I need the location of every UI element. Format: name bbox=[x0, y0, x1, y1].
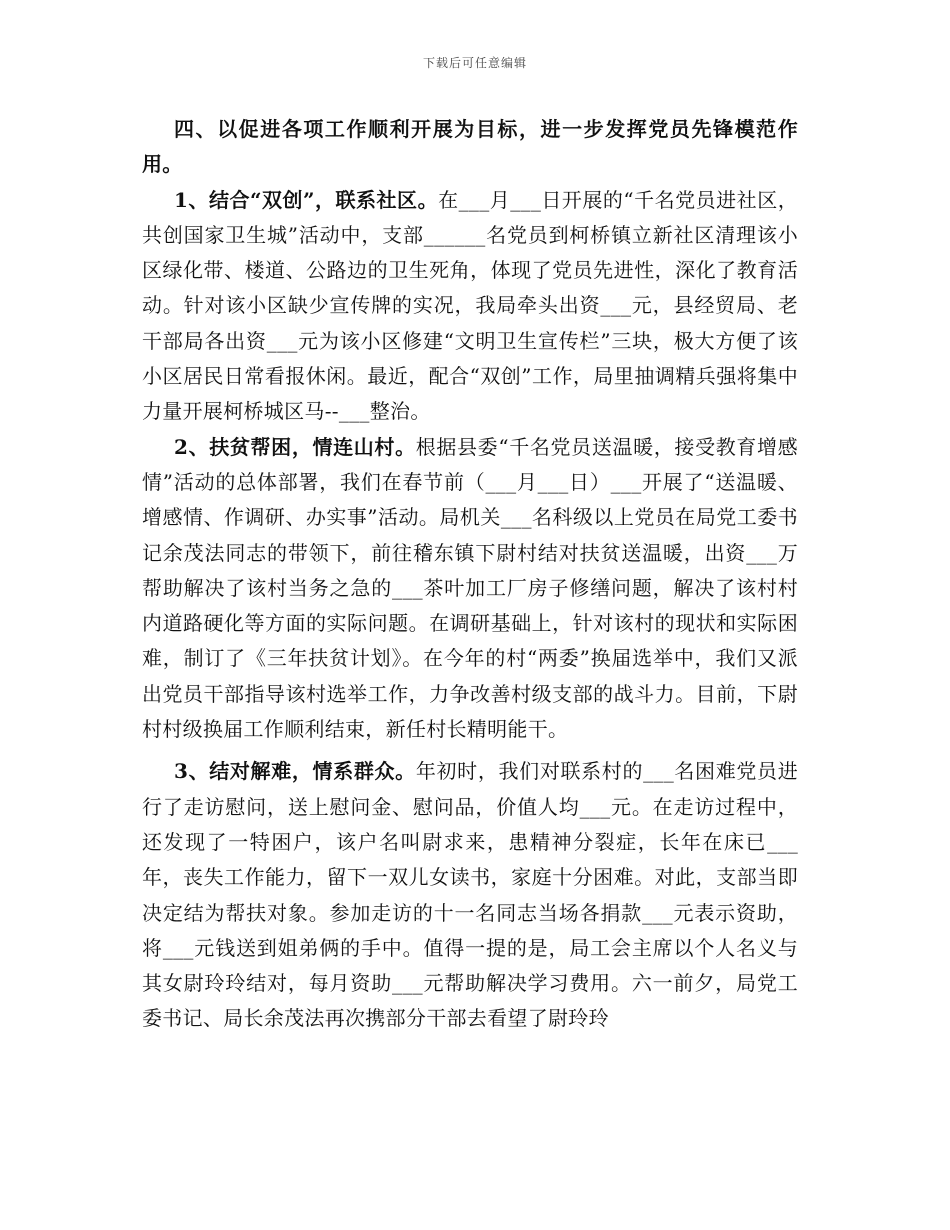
paragraph-1 bbox=[142, 183, 798, 430]
document-body bbox=[142, 112, 798, 1037]
page-header-note: 下载后可任意编辑 bbox=[422, 56, 527, 70]
paragraph-3-body: 年初时，我们对联系村的___名困难党员进行了走访慰问，送上慰问金、慰问品，价值人均___元。在走访过程中，还发现了一特困户，该户名叫尉求来，患精神分裂症，长年在床已___年，丧失工作能力，留下一双儿女读书，家庭十分困难。对此，支部当即决定结为帮扶对象。参加走访的十一名同志当场各捐款___元表示资助，将___元钱送到姐弟俩的手中。值得一提的是，局工会主席以个人名义与其女尉玲玲结对，每月资助___元帮助解决学习费用。六一前夕，局党工委书记、局长余茂法再次携部分干部去看望了尉玲玲 bbox=[142, 759, 798, 1031]
paragraph-2 bbox=[142, 430, 798, 748]
paragraph-3-lead: 3、结对解难，情系群众。 bbox=[174, 759, 416, 784]
paragraph-1-body: 在___月___日开展的“千名党员进社区，共创国家卫生城”活动中，支部______名党员到柯桥镇立新社区清理该小区绿化带、楼道、公路边的卫生死角，体现了党员先进性，深化了教育活动。针对该小区缺少宣传牌的实况，我局牵头出资___元，县经贸局、老干部局各出资___元为该小区修建“文明卫生宣传栏”三块，极大方便了该小区居民日常看报休闲。最近，配合“双创”工作，局里抽调精兵强将集中力量开展柯桥城区马--___整治。 bbox=[142, 187, 799, 424]
paragraph-2-lead: 2、扶贫帮困，情连山村。 bbox=[174, 434, 416, 459]
section-heading: 四、以促进各项工作顺利开展为目标，进一步发挥党员先锋模范作用。 bbox=[142, 117, 798, 177]
paragraph-2-body: 根据县委“千名党员送温暖，接受教育增感情”活动的总体部署，我们在春节前（___月___日）___开展了“送温暖、增感情、作调研、办实事”活动。局机关___名科级以上党员在局党工委书记余茂法同志的带领下，前往稽东镇下尉村结对扶贫送温暖，出资___万帮助解决了该村当务之急的___茶叶加工厂房子修缮问题，解决了该村村内道路硬化等方面的实际问题。在调研基础上，针对该村的现状和实际困难，制订了《三年扶贫计划》。在今年的村“两委”换届选举中，我们又派出党员干部指导该村选举工作，力争改善村级支部的战斗力。目前，下尉村村级换届工作顺利结束，新任村长精明能干。 bbox=[142, 434, 798, 742]
paragraph-1-lead: 1、结合“双创”，联系社区。 bbox=[174, 187, 439, 212]
paragraph-3 bbox=[142, 754, 798, 1036]
